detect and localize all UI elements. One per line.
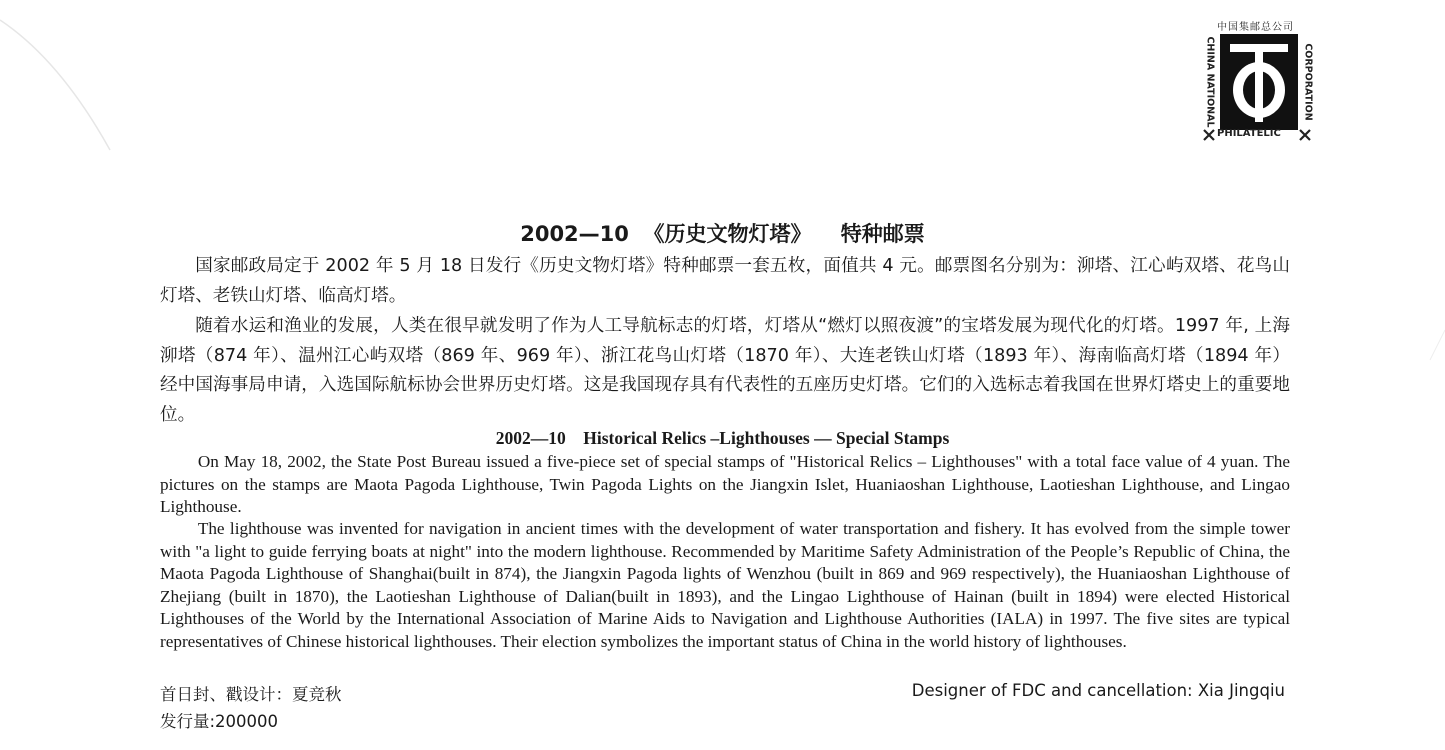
- logo-bottom-text: PHILATELIC: [1217, 128, 1281, 139]
- designer-credit-chinese: 首日封、戳设计：夏竞秋: [160, 685, 342, 704]
- cross-mark-icon: [1299, 129, 1311, 141]
- logo-right-text: CORPORATION: [1302, 43, 1314, 121]
- english-paragraph-1: On May 18, 2002, the State Post Bureau issued a five-piece set of special stamps of "Historical Relics – Lighthouses" with a total face value of 4 yuan. The pictures on the stamps are Maota Pagoda Lighthouse, Twin Pagoda Lights on the Jiangxin Islet, Huaniaoshan Lighthouse, Laotieshan Lighthouse, and Lingao Lighthouse.: [160, 452, 1290, 516]
- china-philatelic-corporation-logo-icon: [1218, 34, 1300, 130]
- logo-left-text: CHINA NATIONAL: [1204, 36, 1216, 128]
- cross-mark-icon: [1203, 129, 1215, 141]
- logo-right-label-wrap: [1301, 34, 1315, 130]
- philatelic-corporation-logo: [1203, 18, 1315, 146]
- designer-credit-english: Designer of FDC and cancellation: Xia Jingqiu: [911, 681, 1285, 700]
- circulation-count-chinese: 发行量:200000: [160, 712, 279, 731]
- chinese-title: 2002—10 《历史文物灯塔》 特种邮票: [520, 222, 925, 246]
- chinese-paragraph-1: 国家邮政局定于 2002 年 5 月 18 日发行《历史文物灯塔》特种邮票一套五枚，面值共 4 元。邮票图名分别为：泖塔、江心屿双塔、花鸟山灯塔、老铁山灯塔、临高灯塔。: [160, 256, 1290, 306]
- chinese-paragraph-2: 随着水运和渔业的发展，人类在很早就发明了作为人工导航标志的灯塔，灯塔从“燃灯以照夜渡”的宝塔发展为现代化的灯塔。1997 年, 上海泖塔（874 年）、温州江心屿双塔（869 年、969 年）、浙江花鸟山灯塔（1870 年）、大连老铁山灯塔（1893 年）、海南临高灯塔（1894 年）经中国海事局申请，入选国际航标协会世界历史灯塔。这是我国现存具有代表性的五座历史灯塔。它们的入选标志着我国在世界灯塔史上的重要地位。: [160, 316, 1290, 425]
- english-paragraph-2: The lighthouse was invented for navigation in ancient times with the development of water transportation and fishery. It has evolved from the simple tower with "a light to guide ferrying boats at night" into the modern lighthouse. Recommended by Maritime Safety Administration of the People’s Republic of China, the Maota Pagoda Lighthouse of Shanghai(built in 874), the Jiangxin Pagoda lights of Wenzhou (built in 869 and 969 respectively), the Huaniaoshan Lighthouse of Zhejiang (built in 1870), the Laotieshan Lighthouse of Dalian(built in 1893), and the Lingao Lighthouse of Hainan (built in 1894) were elected Historical Lighthouses of the World by the International Association of Marine Aids to Navigation and Lighthouse Authorities (IALA) in 1997. The five sites are typical representatives of Chinese historical lighthouses. Their election symbolizes the important status of China in the world history of lighthouses.: [160, 519, 1290, 651]
- logo-top-text: 中国集邮总公司: [1217, 22, 1294, 33]
- logo-left-label-wrap: [1203, 34, 1217, 130]
- english-title: 2002—10 Historical Relics –Lighthouses — Special Stamps: [495, 428, 950, 448]
- logo-bottom-label-wrap: [1203, 128, 1315, 144]
